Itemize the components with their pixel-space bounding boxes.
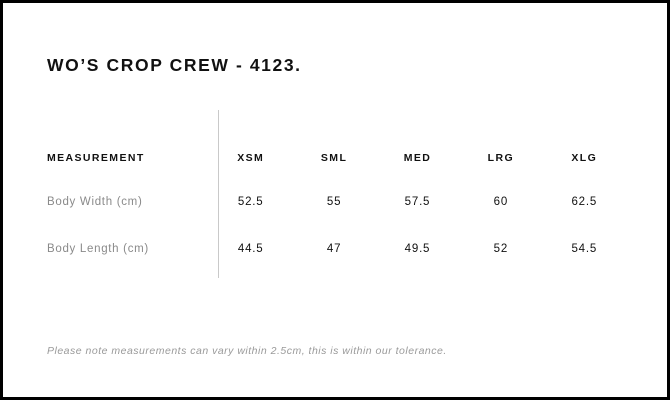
cell-body-length-lrg: 52 (493, 242, 509, 255)
column-header-measurement: MEASUREMENT (47, 152, 145, 164)
column-header-med: MED (403, 152, 432, 164)
page-content (3, 3, 667, 397)
cell-body-length-med: 49.5 (404, 242, 431, 255)
column-header-xlg: XLG (571, 152, 598, 164)
cell-body-width-lrg: 60 (493, 195, 509, 208)
vertical-divider (218, 110, 219, 278)
cell-body-length-sml: 47 (326, 242, 342, 255)
cell-body-width-xlg: 62.5 (571, 195, 598, 208)
size-table-container (47, 138, 635, 272)
cell-body-width-sml: 55 (326, 195, 342, 208)
row-label-body-length: Body Length (cm) (47, 242, 149, 255)
table-header-row (47, 138, 635, 178)
tolerance-note: Please note measurements can vary within 2.5cm, this is within our tolerance. (47, 345, 447, 357)
page-title: WO’S CROP CREW - 4123. (47, 55, 302, 75)
table-body (47, 178, 635, 272)
column-header-sml: SML (320, 152, 348, 164)
table-row (47, 178, 635, 225)
table-header (47, 138, 635, 178)
size-chart-table (47, 138, 635, 272)
row-label-body-width: Body Width (cm) (47, 195, 143, 208)
column-header-lrg: LRG (487, 152, 515, 164)
cell-body-length-xlg: 54.5 (571, 242, 598, 255)
column-header-xsm: XSM (237, 152, 265, 164)
cell-body-length-xsm: 44.5 (237, 242, 264, 255)
table-row (47, 225, 635, 272)
cell-body-width-xsm: 52.5 (237, 195, 264, 208)
cell-body-width-med: 57.5 (404, 195, 431, 208)
